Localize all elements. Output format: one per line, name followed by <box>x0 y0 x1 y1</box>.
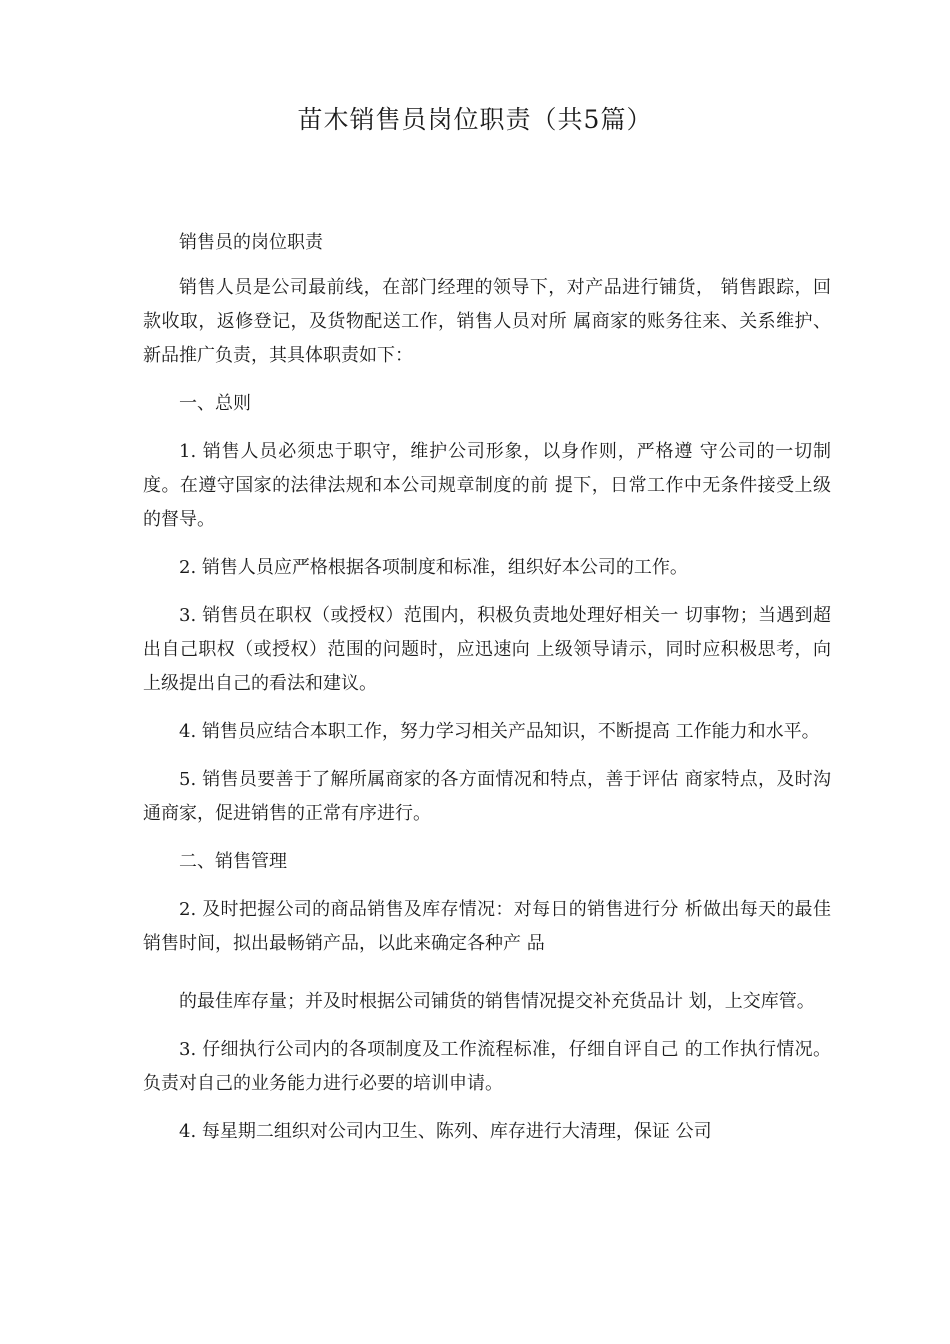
document-title: 苗木销售员岗位职责（共5篇） <box>297 105 653 134</box>
paragraph: 3. 仔细执行公司内的各项制度及工作流程标准，仔细自评自己 的工作执行情况。负责对自己的业务能力进行必要的培训申请。 <box>143 1039 831 1094</box>
paragraph: 5. 销售员要善于了解所属商家的各方面情况和特点，善于评估 商家特点，及时沟通商家，促进销售的正常有序进行。 <box>143 769 831 824</box>
paragraph: 4. 每星期二组织对公司内卫生、陈列、库存进行大清理，保证 公司 <box>179 1121 712 1142</box>
section-heading: 一、总则 <box>179 393 251 414</box>
paragraph: 销售人员是公司最前线，在部门经理的领导下，对产品进行铺货， 销售跟踪，回款收取，返修登记，及货物配送工作，销售人员对所 属商家的账务往来、关系维护、新品推广负责，其具体职责如下： <box>143 277 831 366</box>
section-heading: 销售员的岗位职责 <box>179 232 323 253</box>
paragraph: 2. 销售人员应严格根据各项制度和标准，组织好本公司的工作。 <box>179 557 688 578</box>
paragraph: 4. 销售员应结合本职工作，努力学习相关产品知识，不断提高 工作能力和水平。 <box>179 721 820 742</box>
document-body <box>143 226 831 1149</box>
paragraph: 1. 销售人员必须忠于职守，维护公司形象，以身作则，严格遵 守公司的一切制度。在遵守国家的法律法规和本公司规章制度的前 提下，日常工作中无条件接受上级的督导。 <box>143 441 831 530</box>
paragraph: 的最佳库存量；并及时根据公司铺货的销售情况提交补充货品计 划，上交库管。 <box>179 991 815 1012</box>
paragraph: 3. 销售员在职权（或授权）范围内，积极负责地处理好相关一 切事物；当遇到超出自己职权（或授权）范围的问题时，应迅速向 上级领导请示，同时应积极思考，向上级提出自己的看法和建议。 <box>143 605 831 694</box>
paragraph: 2. 及时把握公司的商品销售及库存情况：对每日的销售进行分 析做出每天的最佳销售时间，拟出最畅销产品，以此来确定各种产 品 <box>143 899 831 954</box>
section-heading: 二、销售管理 <box>179 851 287 872</box>
